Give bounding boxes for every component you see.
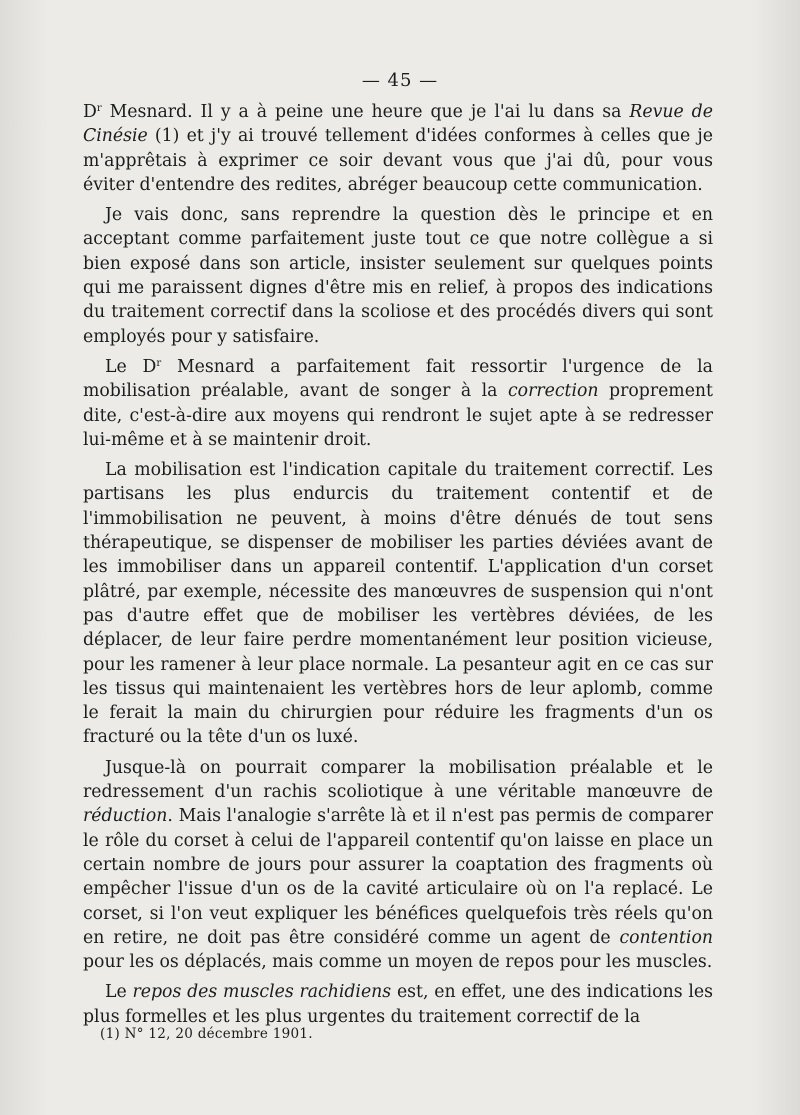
body-text [83, 100, 713, 1029]
paragraph [83, 203, 713, 349]
text-run: Mesnard a parfaitement fait ressortir l'urgence de la mobilisation préalable, avant de songer à la [83, 356, 713, 402]
superscript-text: r [156, 357, 162, 369]
page-number: — 45 — [361, 70, 439, 91]
text-run: pour les os déplacés, mais comme un moyen de repos pour les muscles. [83, 952, 713, 973]
text-run: Le D [105, 356, 157, 377]
text-run: Mesnard. Il y a à peine une heure que je l'ai lu dans sa [101, 102, 630, 122]
text-run: Je vais donc, sans reprendre la question dès le principe et en acceptant comme parfaitement juste tout ce que notre collègue a si bien exposé dans son article, insister seulement sur quelques points qui me paraissent dignes d'être mis en relief, à propos des indications du traitement correctif dans la scoliose et des procédés divers qui sont employés pour y satisfaire. [83, 205, 713, 347]
paragraph [83, 458, 713, 750]
italic-text: repos des muscles rachidiens [132, 982, 392, 1003]
text-run: D [83, 102, 97, 122]
italic-text: Revue de Cinésie [83, 102, 713, 147]
italic-text: réduction [83, 806, 168, 827]
paragraph [83, 980, 713, 1029]
footnote: (1) N° 12, 20 décembre 1901. [100, 1026, 313, 1042]
text-run: proprement dite, c'est-à-dire aux moyens qui rendront le sujet apte à se redresser lui-même et à se maintenir droit. [83, 381, 713, 450]
text-run: Le [105, 982, 133, 1003]
text-run: (1) et j'y ai trouvé tellement d'idées conformes à celles que je m'apprêtais à exprimer ce soir devant vous que j'ai dû, pour vous éviter d'entendre des redites, abréger beaucoup cette communication. [83, 126, 713, 195]
paragraph [83, 100, 713, 197]
paragraph [83, 756, 713, 975]
text-run: La mobilisation est l'indication capitale du traitement correctif. Les partisans les plus endurcis du traitement contentif et de l'immobilisation ne peuvent, à moins d'être dénués de tout sens thérapeutique, se dispenser de mobiliser les parties déviées avant de les immobiliser dans un appareil contentif. L'application d'un corset plâtré, par exemple, nécessite des manœuvres de suspension qui n'ont pas d'autre effet que de mobiliser les vertèbres déviées, de les déplacer, de leur faire perdre momentanément leur position vicieuse, pour les ramener à leur place normale. La pesanteur agit en ce cas sur les tissus qui maintenaient les vertèbres hors de leur aplomb, comme le ferait la main du chirurgien pour réduire les fragments d'un os fracturé ou la tête d'un os luxé. [83, 460, 713, 748]
superscript-text: r [96, 103, 102, 114]
italic-text: correction [508, 381, 599, 402]
text-run: est, en effet, une des indications les plus formelles et les plus urgentes du traitement correctif de la [83, 982, 713, 1027]
text-run: . Mais l'analogie s'arrête là et il n'est pas permis de comparer le rôle du corset à celui de l'appareil contentif qu'on laisse en place un certain nombre de jours pour assurer la coaptation des fragments où empêcher l'issue d'un os de la cavité articulaire où on l'a replacé. Le corset, si l'on veut expliquer les bénéfices quelquefois très réels qu'on en retire, ne doit pas être considéré comme un agent de [83, 806, 713, 948]
italic-text: contention [619, 927, 713, 948]
paragraph [83, 355, 713, 452]
text-run: Jusque-là on pourrait comparer la mobilisation préalable et le redressement d'un rachis scoliotique à une véritable manœuvre de [83, 757, 713, 803]
